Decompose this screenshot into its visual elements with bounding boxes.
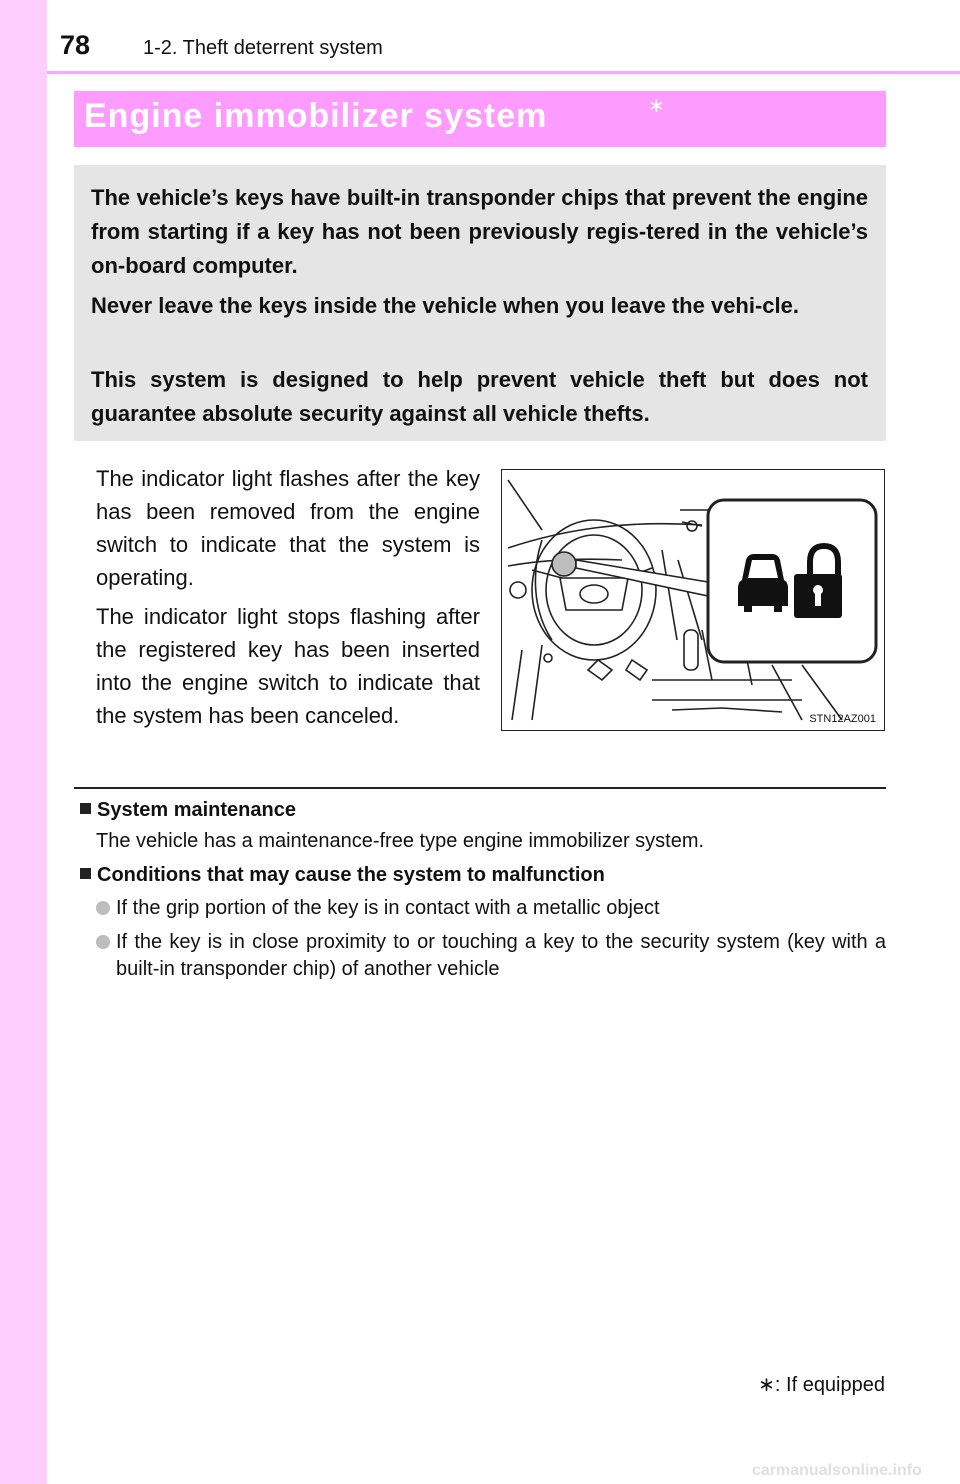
page-number: 78 [60,30,91,60]
bullet-dot-icon [96,935,110,949]
body-text [96,462,480,738]
intro-paragraph: This system is designed to help prevent vehicle theft but does not guarantee absolute security against all vehicle thefts. [91,367,868,426]
section-heading [80,799,296,822]
breadcrumb: 1-2. Theft deterrent system [143,37,383,59]
list-item-text: If the grip portion of the key is in contact with a metallic object [116,897,660,919]
section-heading [80,864,605,887]
list-item [96,895,886,922]
side-tab-strip [0,0,47,1484]
square-bullet-icon [80,803,91,814]
body-paragraph: The indicator light stops flashing after the registered key has been inserted into the engine switch to indicate that the system has been canceled. [96,604,480,728]
equipped-marker: ∗ [648,95,665,117]
section-divider [74,787,886,789]
section-heading-text: Conditions that may cause the system to malfunction [97,864,605,886]
header-rule [47,71,960,74]
page-title: Engine immobilizer system [84,97,548,135]
list-item [96,929,886,983]
intro-paragraph: Never leave the keys inside the vehicle when you leave the vehi-cle. [91,293,799,318]
footnote-text: : If equipped [774,1374,885,1396]
dashboard-illustration [501,469,885,731]
intro-paragraph: The vehicle’s keys have built-in transponder chips that prevent the engine from starting if a key has not been previously regis-tered in the vehicle’s on-board computer. [91,185,868,278]
section-text: The vehicle has a maintenance-free type engine immobilizer system. [96,830,705,852]
dashboard-drawing [502,470,884,730]
section-title-bar [74,91,886,147]
footnote-marker: ∗ [758,1374,775,1396]
bullet-dot-icon [96,901,110,915]
list-item-text: If the key is in close proximity to or touching a key to the security system (key with a built-in transponder chip) of another vehicle [116,931,886,980]
intro-box [74,165,886,441]
square-bullet-icon [80,868,91,879]
body-paragraph: The indicator light flashes after the key has been removed from the engine switch to indicate that the system is operating. [96,466,480,590]
footnote [758,1372,885,1397]
section-heading-text: System maintenance [97,799,296,821]
watermark: carmanualsonline.info [752,1462,922,1479]
figure-code: STN12AZ001 [809,713,876,725]
